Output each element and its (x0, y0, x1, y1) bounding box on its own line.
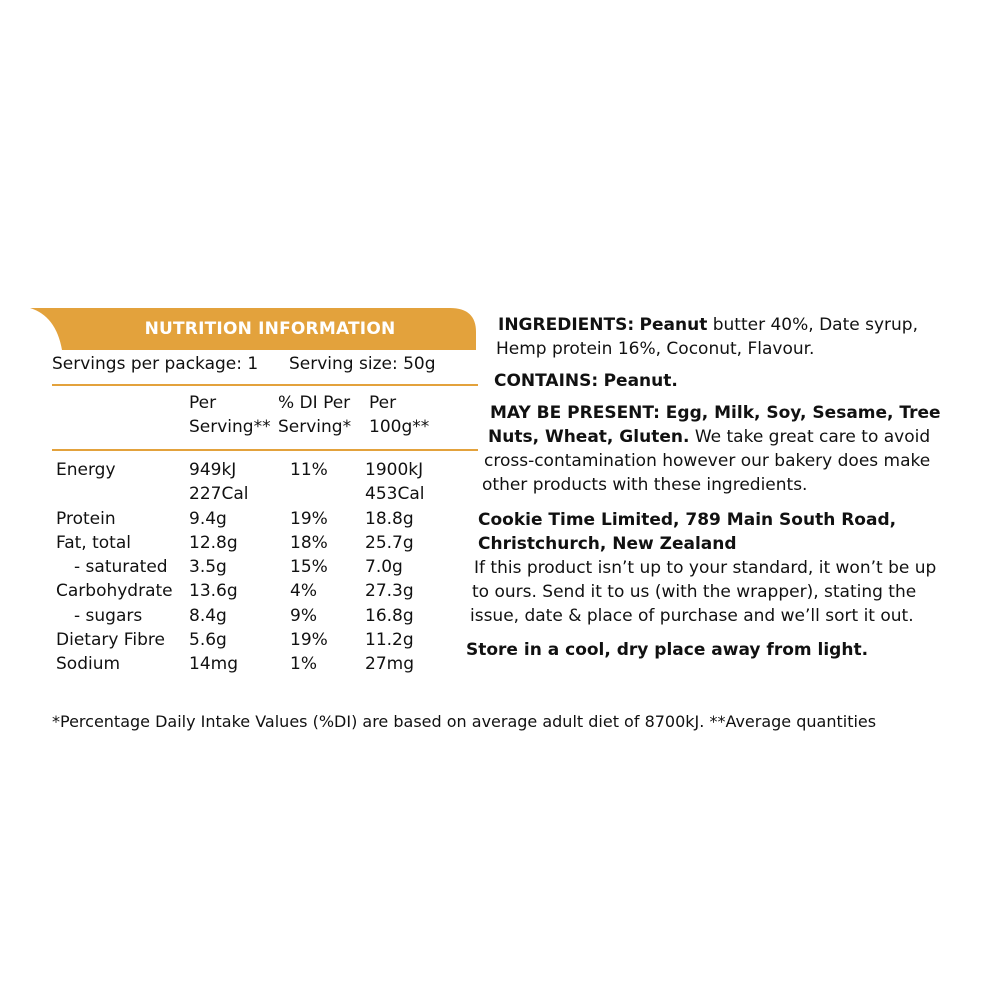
company-text-2: to ours. Send it to us (with the wrapper), stating the (472, 582, 917, 602)
may-be-present-line-3: cross-contamination however our bakery does make (484, 451, 931, 471)
company-line-1: Cookie Time Limited, 789 Main South Road, (478, 510, 897, 530)
per-100g-value: 25.7g (365, 532, 414, 553)
nutrient-name: Dietary Fibre (56, 630, 165, 651)
nutrition-title: NUTRITION INFORMATION (144, 319, 396, 339)
nutrient-name: - saturated (74, 557, 168, 578)
di-value: 1% (290, 654, 317, 675)
per-100g-value: 18.8g (365, 508, 414, 529)
serving-size: Serving size: 50g (289, 354, 436, 374)
per-100g-value: 27mg (365, 654, 414, 675)
di-value: 4% (290, 581, 317, 602)
di-value: 9% (290, 605, 317, 626)
nutrient-name: Energy (56, 460, 116, 480)
nutrient-name: - sugars (74, 605, 143, 626)
di-value: 11% (290, 460, 328, 480)
di-value: 19% (290, 508, 328, 529)
company-text-1: If this product isn’t up to your standard, it won’t be up (474, 558, 937, 578)
ingredients-line-2: Hemp protein 16%, Coconut, Flavour. (496, 339, 815, 359)
per-serving-value: 14mg (189, 654, 238, 675)
per-serving-value: 3.5g (189, 557, 227, 578)
per-serving-value: 9.4g (189, 508, 227, 529)
column-header-per-serving: Per Serving** (189, 393, 271, 437)
per-serving-value: 8.4g (189, 605, 227, 626)
per-100g-value: 16.8g (365, 605, 414, 626)
per-serving-value: 13.6g (189, 581, 238, 602)
divider-header (52, 449, 478, 451)
column-header-di: % DI Per Serving* (278, 393, 352, 437)
per-serving-value: 949kJ 227Cal (189, 460, 249, 504)
di-value: 18% (290, 532, 328, 553)
ingredients-line-1: INGREDIENTS: Peanut butter 40%, Date syrup, (498, 315, 918, 335)
per-100g-value: 11.2g (365, 630, 414, 651)
nutrient-name: Sodium (56, 654, 121, 675)
product-info (466, 313, 966, 662)
servings-per-package: Servings per package: 1 (52, 354, 259, 374)
nutrient-name: Fat, total (56, 532, 131, 553)
may-be-present-line-2: Nuts, Wheat, Gluten. We take great care to avoid (488, 427, 931, 447)
per-100g-value: 7.0g (365, 557, 403, 578)
column-header-per-100g: Per 100g** (369, 393, 430, 437)
divider-top (52, 384, 478, 386)
di-value: 15% (290, 557, 328, 578)
per-serving-value: 5.6g (189, 630, 227, 651)
per-serving-value: 12.8g (189, 532, 238, 553)
nutrition-header-banner (30, 306, 478, 350)
per-100g-value: 1900kJ 453Cal (365, 460, 425, 504)
storage-instruction: Store in a cool, dry place away from light. (466, 640, 869, 660)
contains-line: CONTAINS: Peanut. (494, 371, 678, 391)
footnote: *Percentage Daily Intake Values (%DI) are based on average adult diet of 8700kJ. **Average quantities (52, 712, 877, 731)
di-value: 19% (290, 630, 328, 651)
may-be-present-line-1: MAY BE PRESENT: Egg, Milk, Soy, Sesame, Tree (490, 403, 941, 423)
may-be-present-line-4: other products with these ingredients. (482, 475, 808, 495)
nutrient-name: Carbohydrate (56, 581, 173, 602)
company-text-3: issue, date & place of purchase and we’ll sort it out. (470, 606, 914, 626)
nutrient-name: Protein (56, 508, 116, 529)
per-100g-value: 27.3g (365, 581, 414, 602)
company-line-2: Christchurch, New Zealand (478, 534, 737, 554)
serving-info (52, 354, 472, 374)
